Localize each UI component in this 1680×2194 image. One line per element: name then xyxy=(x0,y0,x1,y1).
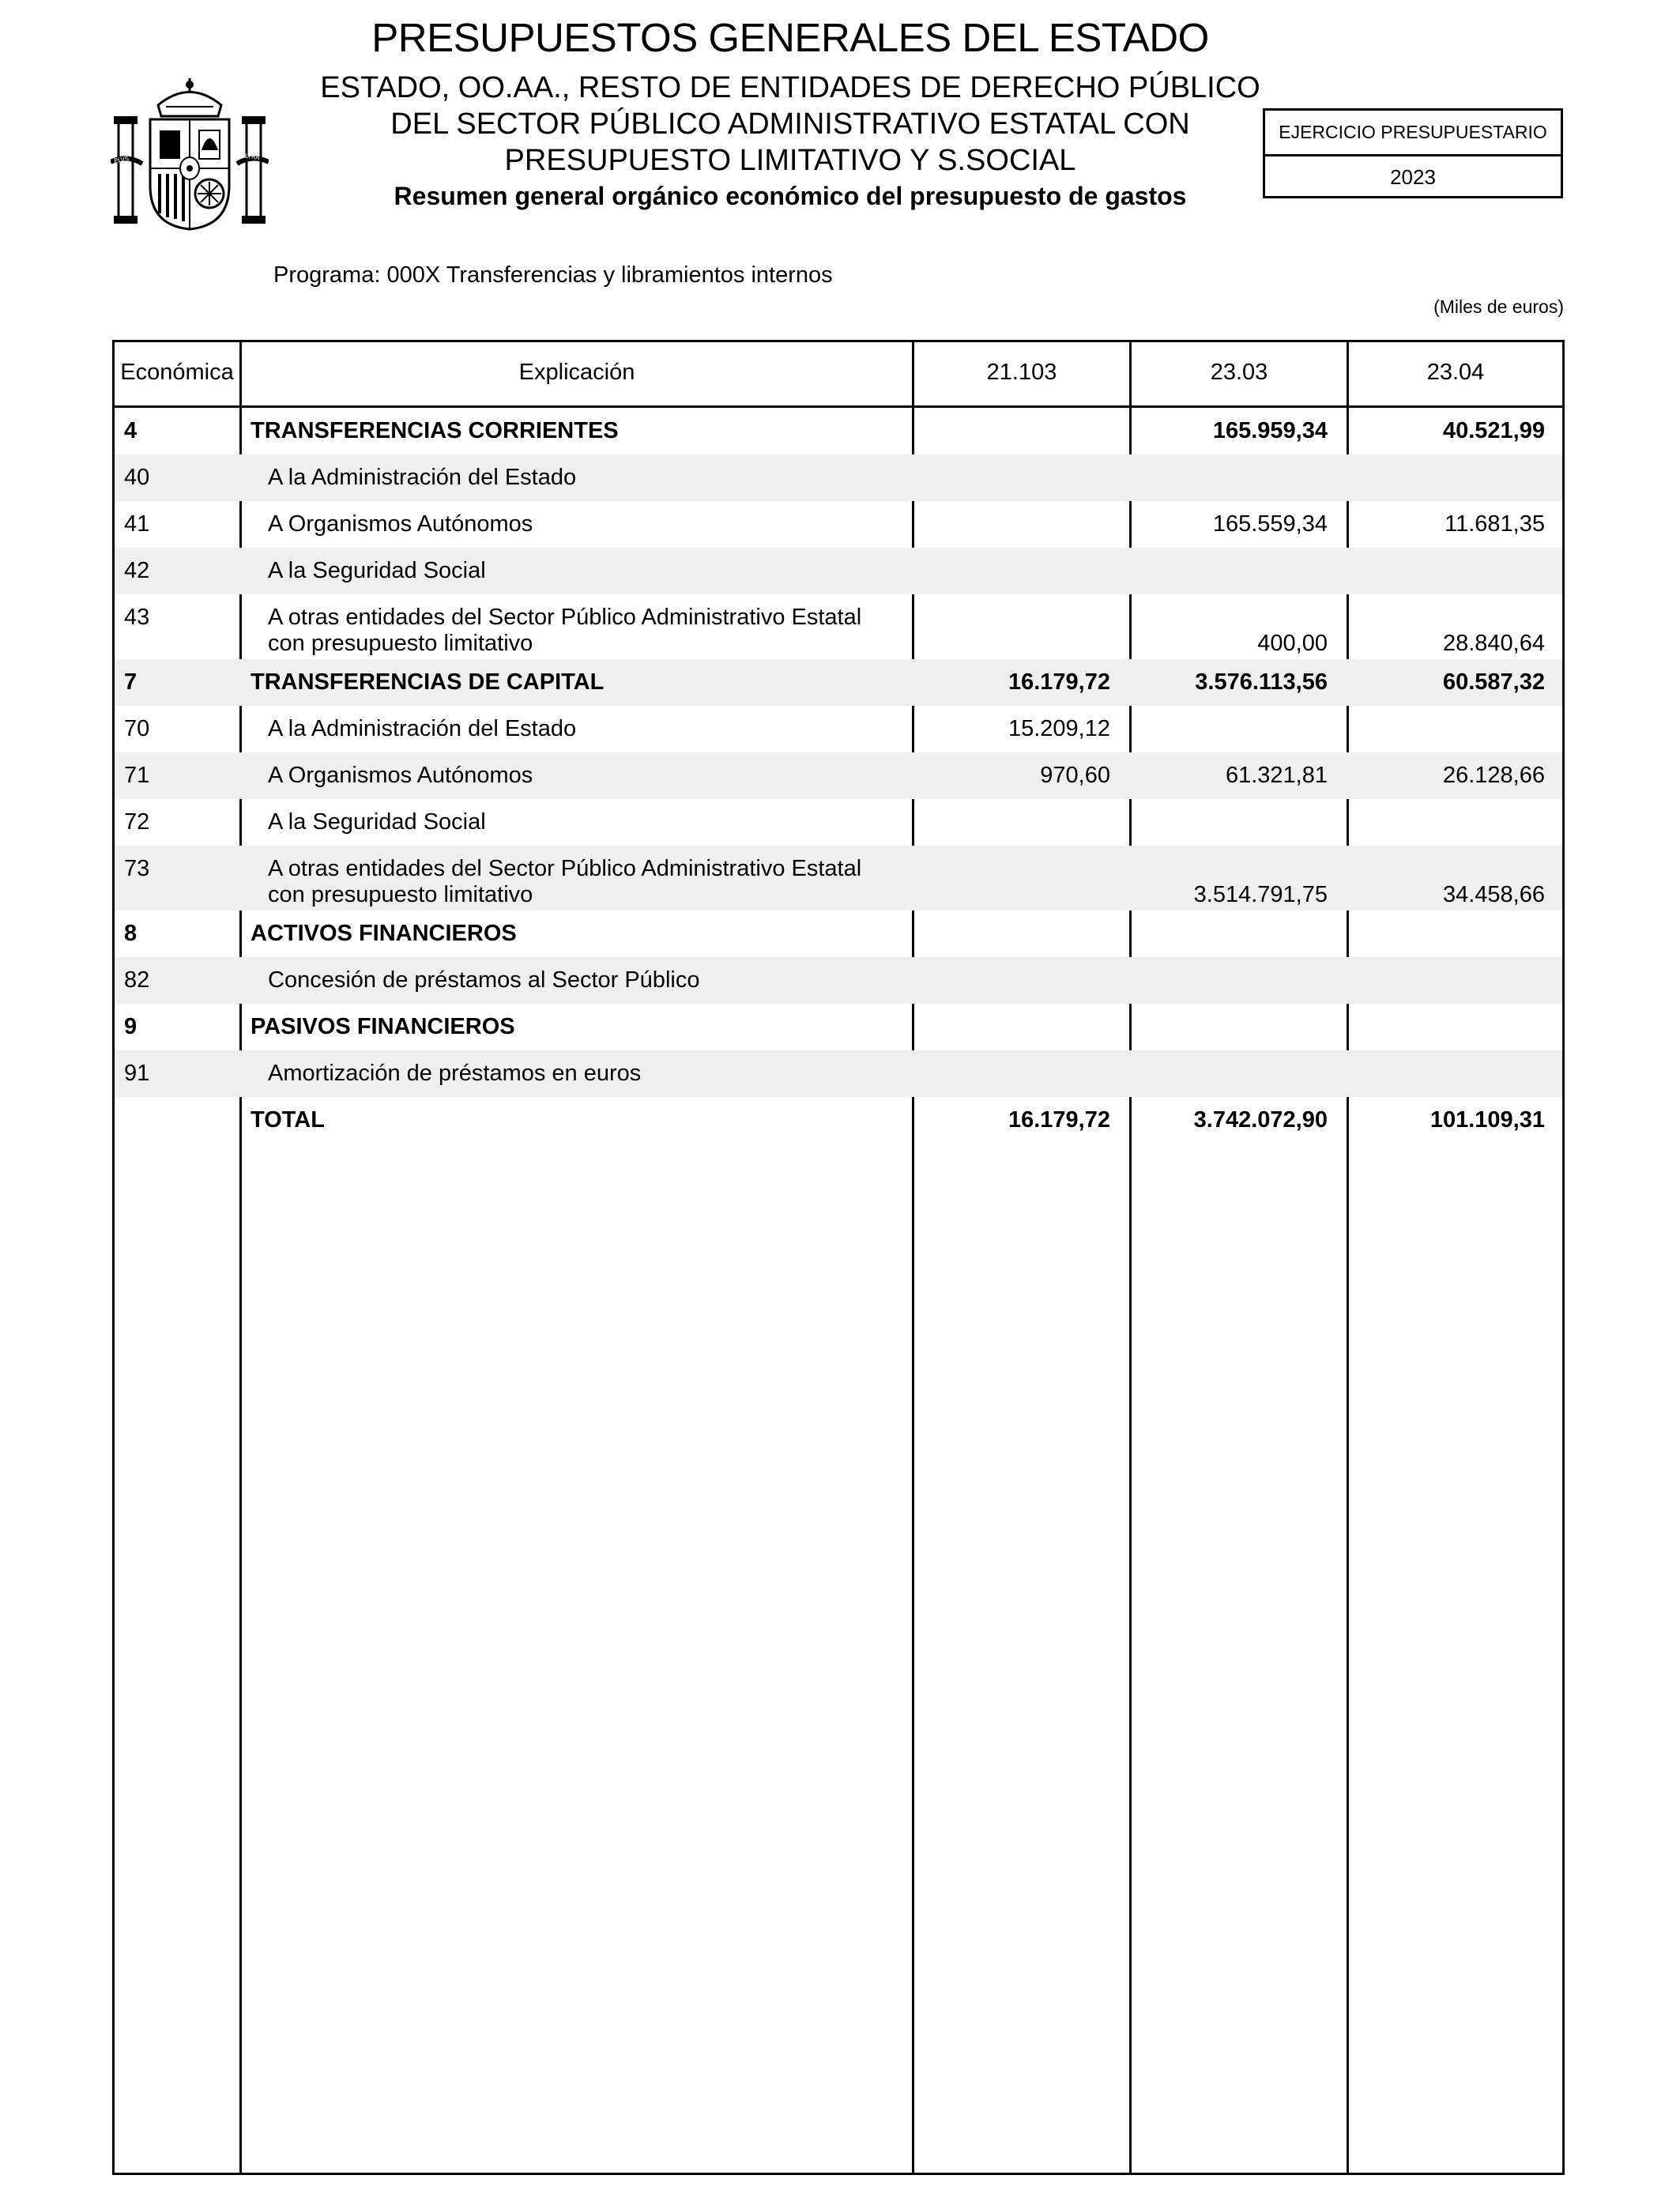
row-code: 72 xyxy=(124,809,150,835)
row-code: 71 xyxy=(124,763,150,788)
row-description-line: A Organismos Autónomos xyxy=(268,763,533,788)
row-value-2304: 11.681,35 xyxy=(1445,511,1545,537)
programa-label: Programa: 000X Transferencias y libramientos internos xyxy=(273,262,833,288)
col-header-2304: 23.04 xyxy=(1426,360,1485,385)
row-description xyxy=(268,605,861,657)
row-value-21103: 16.179,72 xyxy=(1008,669,1110,695)
table-row xyxy=(115,910,1562,957)
row-description-line: ACTIVOS FINANCIEROS xyxy=(250,921,517,946)
ejercicio-year: 2023 xyxy=(1390,165,1436,189)
table-row xyxy=(115,594,1562,659)
row-description-line: A la Seguridad Social xyxy=(268,809,486,835)
table-row xyxy=(115,659,1562,706)
row-description-line: Amortización de préstamos en euros xyxy=(268,1061,642,1086)
table-row xyxy=(115,1050,1562,1097)
row-description-line: A otras entidades del Sector Público Administrativo Estatal xyxy=(268,856,862,881)
row-value-2303: 165.559,34 xyxy=(1212,511,1328,537)
row-description xyxy=(250,1014,515,1040)
col-header-explicacion: Explicación xyxy=(518,360,635,385)
row-description-line: con presupuesto limitativo xyxy=(268,882,533,907)
row-description xyxy=(250,418,619,444)
table-row xyxy=(115,957,1562,1004)
row-description-line: Concesión de préstamos al Sector Público xyxy=(268,967,700,993)
row-code: 41 xyxy=(124,511,150,537)
row-description xyxy=(268,809,486,835)
table-row xyxy=(115,408,1562,454)
table-row xyxy=(115,501,1562,548)
row-description xyxy=(250,921,517,947)
row-code: 70 xyxy=(124,716,150,741)
row-description xyxy=(268,716,576,742)
row-description xyxy=(250,1107,325,1133)
row-value-2304: 26.128,66 xyxy=(1442,763,1545,788)
emblem-text-vltra: VLTRA xyxy=(239,151,261,162)
row-code: 40 xyxy=(124,465,150,490)
col-header-21103: 21.103 xyxy=(986,360,1057,385)
row-code: 8 xyxy=(124,921,137,946)
row-code: 82 xyxy=(124,967,150,993)
units-label: (Miles de euros) xyxy=(1433,296,1564,317)
row-value-2303: 3.514.791,75 xyxy=(1193,882,1328,907)
subtitle-line: ESTADO, OO.AA., RESTO DE ENTIDADES DE DERECHO PÚBLICO xyxy=(320,71,1260,104)
row-value-2303: 165.959,34 xyxy=(1212,418,1328,443)
subtitle-line: DEL SECTOR PÚBLICO ADMINISTRATIVO ESTATAL CON xyxy=(390,107,1190,141)
row-description-line: TOTAL xyxy=(250,1107,325,1133)
page-subtitle xyxy=(237,70,1343,179)
table-row xyxy=(115,548,1562,594)
table-row xyxy=(115,752,1562,799)
table-row xyxy=(115,454,1562,501)
row-code: 4 xyxy=(124,418,137,443)
row-value-21103: 15.209,12 xyxy=(1008,716,1110,741)
row-code: 7 xyxy=(124,669,137,695)
row-description-line: A la Administración del Estado xyxy=(268,716,577,741)
row-description-line: A la Administración del Estado xyxy=(268,465,577,490)
row-description-line: con presupuesto limitativo xyxy=(268,631,533,656)
row-description xyxy=(268,856,861,908)
table-row xyxy=(115,846,1562,910)
report-subtitle: Resumen general orgánico económico del presupuesto de gastos xyxy=(394,182,1187,210)
row-code: 73 xyxy=(124,856,150,881)
row-value-2303: 3.576.113,56 xyxy=(1195,669,1328,695)
row-value-2304: 101.109,31 xyxy=(1430,1107,1545,1133)
table-row xyxy=(115,1097,1562,1144)
row-value-2303: 3.742.072,90 xyxy=(1193,1107,1328,1133)
row-value-2304: 60.587,32 xyxy=(1442,669,1545,695)
row-value-2304: 40.521,99 xyxy=(1442,418,1545,443)
row-value-2303: 400,00 xyxy=(1257,631,1328,656)
row-description-line: TRANSFERENCIAS DE CAPITAL xyxy=(250,669,605,695)
emblem-text-plvs: PLVS xyxy=(113,155,130,165)
table-row xyxy=(115,706,1562,752)
row-description-line: A la Seguridad Social xyxy=(268,558,486,583)
page-title: PRESUPUESTOS GENERALES DEL ESTADO xyxy=(371,15,1209,60)
table-row xyxy=(115,1004,1562,1050)
row-description xyxy=(268,967,699,993)
col-header-economica: Económica xyxy=(120,360,234,385)
row-value-21103: 970,60 xyxy=(1040,763,1110,788)
table-body xyxy=(115,408,1562,1144)
row-description-line: TRANSFERENCIAS CORRIENTES xyxy=(250,418,619,443)
row-value-2303: 61.321,81 xyxy=(1225,763,1328,788)
row-code: 43 xyxy=(124,605,150,630)
row-value-2304: 28.840,64 xyxy=(1442,631,1545,656)
ejercicio-box xyxy=(1263,108,1563,198)
row-description xyxy=(268,558,486,584)
row-value-2304: 34.458,66 xyxy=(1442,882,1545,907)
row-code: 42 xyxy=(124,558,150,583)
ejercicio-label: EJERCICIO PRESUPUESTARIO xyxy=(1265,111,1561,156)
row-description xyxy=(268,763,533,789)
col-header-2303: 23.03 xyxy=(1210,360,1268,385)
subtitle-line: PRESUPUESTO LIMITATIVO Y S.SOCIAL xyxy=(504,144,1076,177)
row-description-line: A otras entidades del Sector Público Administrativo Estatal xyxy=(268,605,862,630)
row-value-21103: 16.179,72 xyxy=(1008,1107,1110,1133)
row-description-line: PASIVOS FINANCIEROS xyxy=(250,1014,515,1039)
row-description xyxy=(268,1061,641,1087)
row-description-line: A Organismos Autónomos xyxy=(268,511,533,537)
row-code: 91 xyxy=(124,1061,150,1086)
row-description xyxy=(268,465,576,491)
row-description xyxy=(250,669,604,696)
table-row xyxy=(115,799,1562,846)
row-code: 9 xyxy=(124,1014,137,1039)
row-description xyxy=(268,511,533,537)
